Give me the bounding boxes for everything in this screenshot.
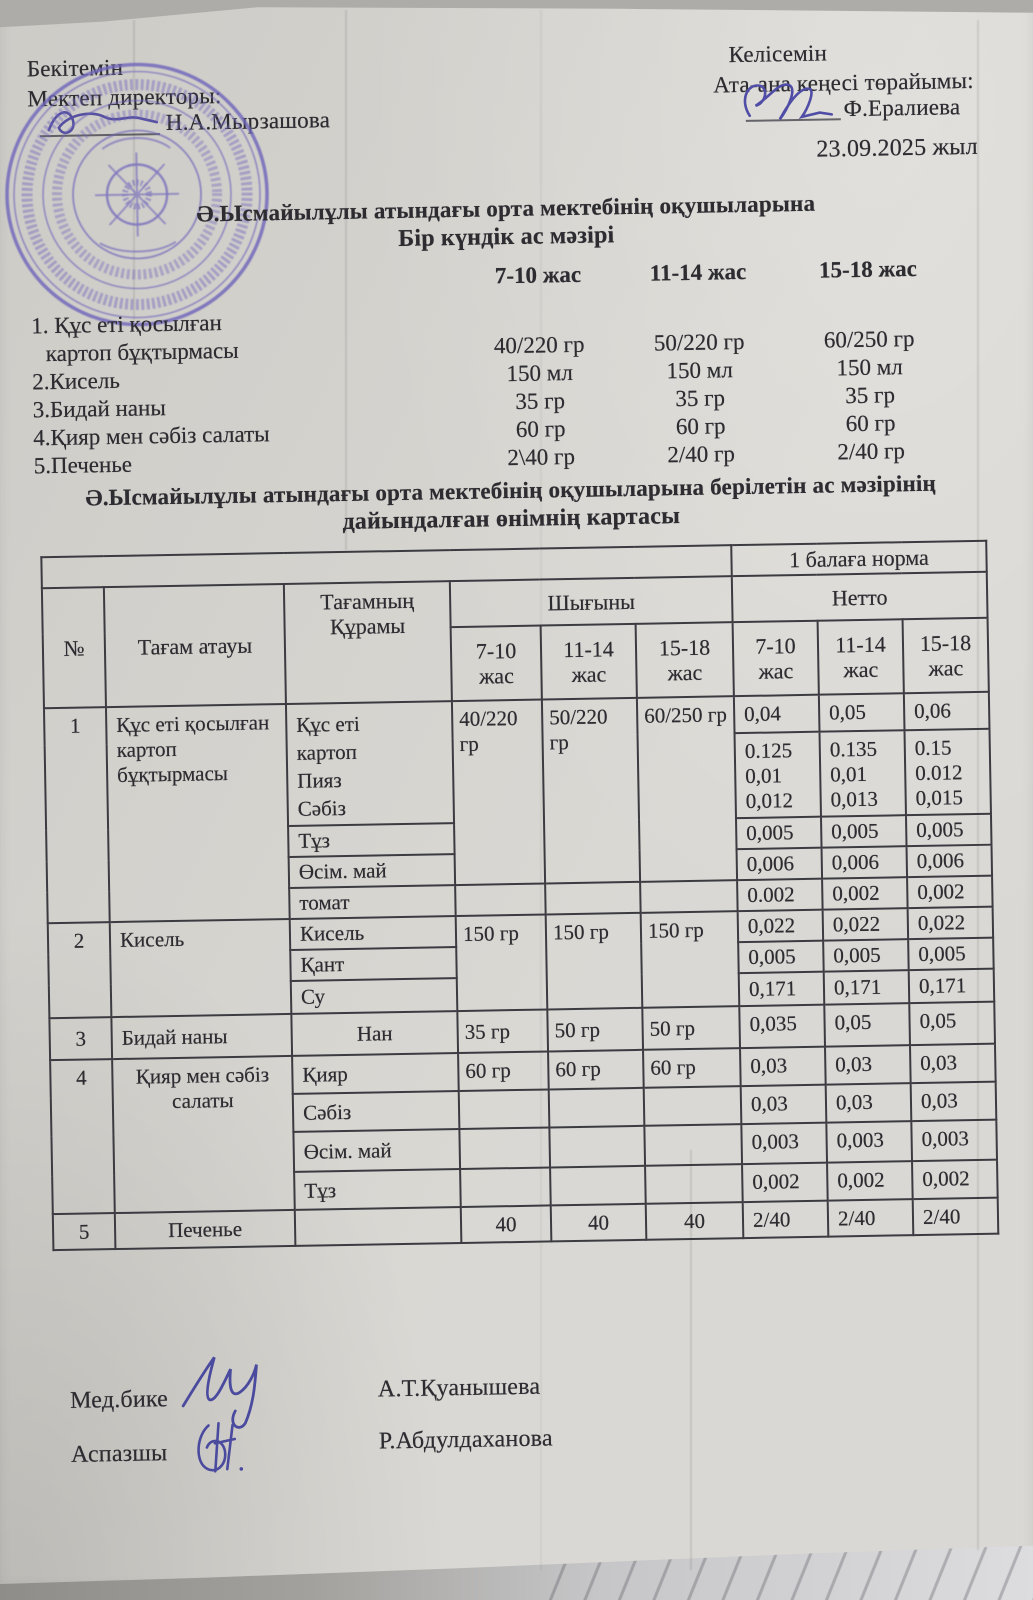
td-d1-n1-2: 0,06 xyxy=(904,692,990,730)
td-d3-out-2: 50 гр xyxy=(642,1006,740,1050)
menu-item-portion: 150 мл xyxy=(666,357,734,384)
col-header-output: Шығыны xyxy=(450,576,733,627)
td-d2-n1-1: 0,022 xyxy=(823,908,909,940)
cook-signature xyxy=(188,1412,269,1483)
td-d1-n4-0: 0,006 xyxy=(737,848,823,880)
card-title-line1: Ә.Ысмайылұлы атындағы орта мектебінің оқушыларына берілетін ас мәзірінің xyxy=(85,470,937,511)
td-d5-n-1: 2/40 xyxy=(828,1199,914,1236)
norm-header-cell: 1 балаға норма xyxy=(731,541,987,576)
td-d3-n-2: 0,05 xyxy=(909,1002,995,1045)
td-d1-n1-0: 0,04 xyxy=(734,695,820,733)
td-d2-n2-1: 0,005 xyxy=(823,939,909,971)
nurse-name: А.Т.Қуанышева xyxy=(377,1373,541,1403)
net-age-11-14: 11-14 жас xyxy=(818,619,904,694)
td-empty xyxy=(295,1207,462,1246)
td-d1-ing-salt: Тұз xyxy=(288,823,455,857)
td-d5-name: Печенье xyxy=(115,1210,296,1249)
card-title-line2: дайындалған өнімнің картасы xyxy=(342,503,681,535)
menu-item-portion: 35 гр xyxy=(845,382,896,409)
td-d2-n1-2: 0,022 xyxy=(908,907,994,939)
td-empty xyxy=(455,884,546,917)
td-d2-n3-1: 0,171 xyxy=(824,970,910,1004)
td-d4-n4-0: 0,002 xyxy=(742,1163,828,1202)
td-d1-n4-2: 0,006 xyxy=(907,845,993,877)
td-d2-n1-0: 0,022 xyxy=(738,910,824,942)
td-d4-n3-1: 0,003 xyxy=(826,1121,912,1162)
menu-item-portion: 60 гр xyxy=(515,416,566,442)
approve-word: Бекітемін xyxy=(26,54,124,82)
td-d5-n-2: 2/40 xyxy=(913,1198,999,1235)
td-d1-n5-2: 0,002 xyxy=(907,876,993,908)
chair-signature xyxy=(735,74,846,132)
col-header-dish: Тағам атауы xyxy=(104,584,286,707)
td-d2-out-2: 150 гр xyxy=(641,911,740,1008)
parent-council-title: Ата-ана кеңесі төрайымы: xyxy=(712,67,974,98)
menu-title-line2: Бір күндік ас мәзірі xyxy=(398,222,615,252)
td-empty xyxy=(459,1127,550,1169)
td-d3-out-0: 35 гр xyxy=(457,1009,548,1053)
td-d4-out-2: 60 гр xyxy=(643,1048,741,1088)
age-header-11-14: 11-14 жас xyxy=(649,258,747,286)
td-d1-out-1: 50/220 гр xyxy=(542,698,640,884)
nurse-label: Мед.бике xyxy=(69,1386,169,1414)
age-header-7-10: 7-10 жас xyxy=(494,261,582,289)
cook-label: Аспазшы xyxy=(70,1440,168,1468)
net-age-7-10: 7-10 жас xyxy=(733,621,819,696)
td-d2-ing-2: Қант xyxy=(290,947,457,981)
td-empty xyxy=(640,880,738,913)
td-d4-n1-0: 0,03 xyxy=(740,1047,826,1086)
td-d1-n3-1: 0,005 xyxy=(821,815,907,847)
menu-item-name: 5.Печенье xyxy=(33,451,133,479)
td-d4-ing-2: Сәбіз xyxy=(293,1091,460,1132)
col-header-no: № xyxy=(42,587,106,708)
td-d1-n5-1: 0,002 xyxy=(822,877,908,909)
td-d4-n4-2: 0,002 xyxy=(912,1160,998,1199)
document-date: 23.09.2025 жыл xyxy=(816,133,979,163)
td-d4-n2-2: 0,03 xyxy=(911,1082,997,1121)
td-d2-name: Кисель xyxy=(110,919,292,1017)
td-d2-n3-2: 0,171 xyxy=(909,969,995,1003)
td-d4-out-1: 60 гр xyxy=(548,1050,644,1090)
td-d2-out-1: 150 гр xyxy=(546,913,643,1010)
td-d2-out-0: 150 гр xyxy=(456,914,548,1011)
td-d4-n1-1: 0,03 xyxy=(825,1045,911,1084)
td-d1-n1-1: 0,05 xyxy=(819,693,905,731)
td-d5-out-2: 40 xyxy=(646,1202,744,1240)
menu-item-name: 4.Қияр мен сәбіз салаты xyxy=(33,421,270,451)
menu-item-name: 1. Құс еті қосылған xyxy=(31,310,223,339)
td-d2-n3-0: 0,171 xyxy=(739,972,825,1006)
td-d3-n-0: 0,035 xyxy=(739,1005,825,1048)
daily-menu xyxy=(30,253,1004,480)
menu-item-portion: 150 мл xyxy=(506,359,574,387)
td-d4-ing-1: Қияр xyxy=(292,1053,459,1094)
menu-item-portion: 35 гр xyxy=(675,385,726,412)
menu-item-portion: 60 гр xyxy=(845,410,896,437)
td-d2-no: 2 xyxy=(48,922,112,1018)
out-age-15-18: 15-18 жас xyxy=(636,622,734,698)
td-d4-n1-2: 0,03 xyxy=(910,1044,996,1083)
col-header-composition: Тағамның Құрамы xyxy=(284,581,452,704)
td-d5-no: 5 xyxy=(53,1213,116,1250)
menu-item-portion: 35 гр xyxy=(515,388,566,414)
td-d4-n4-1: 0,002 xyxy=(827,1161,913,1200)
td-empty xyxy=(460,1167,551,1207)
td-empty xyxy=(549,1088,645,1128)
td-d4-no: 4 xyxy=(50,1059,115,1214)
menu-item-name: 3.Бидай наны xyxy=(32,395,166,423)
agree-word: Келісемін xyxy=(728,40,828,68)
td-d5-n-0: 2/40 xyxy=(743,1201,829,1238)
td-d1-n2-1: 0.135 0,01 0,013 xyxy=(819,730,905,817)
out-age-11-14: 11-14 жас xyxy=(541,624,637,700)
product-card-table xyxy=(40,540,999,1251)
td-d1-n3-0: 0,005 xyxy=(736,817,822,849)
td-d1-no: 1 xyxy=(44,707,110,923)
td-d1-n5-0: 0.002 xyxy=(737,879,823,911)
td-d1-ing-main: Құс еті картоп Пияз Сәбіз xyxy=(286,701,454,826)
td-d4-name: Қияр мен сәбіз салаты xyxy=(112,1056,295,1213)
td-d1-n2-2: 0.15 0.012 0,015 xyxy=(904,728,990,815)
td-d1-out-0: 40/220 гр xyxy=(452,700,545,886)
menu-item-portion: 60/250 гр xyxy=(823,325,915,353)
menu-item-name-line2: картоп бұқтырмасы xyxy=(45,337,239,367)
menu-title-line1: Ә.Ысмайылұлы атындағы орта мектебінің оқушыларына xyxy=(196,190,816,227)
td-empty xyxy=(549,1126,645,1168)
age-header-15-18: 15-18 жас xyxy=(818,255,918,283)
td-d4-ing-3: Өсім. май xyxy=(293,1129,460,1172)
td-d3-no: 3 xyxy=(49,1017,112,1060)
director-title: Мектеп директоры: xyxy=(27,83,222,112)
menu-item-portion: 2/40 гр xyxy=(837,438,906,465)
net-age-15-18: 15-18 жас xyxy=(903,618,989,693)
menu-item-portion: 40/220 гр xyxy=(493,331,585,359)
td-d5-out-1: 40 xyxy=(551,1204,647,1242)
td-d1-ing-tomato: томат xyxy=(289,885,456,919)
td-d2-n2-2: 0,005 xyxy=(908,938,994,970)
menu-item-portion: 2\40 гр xyxy=(507,443,576,471)
td-d1-name: Құс еті қосылған картоп бұқтырмасы xyxy=(106,704,290,922)
td-empty xyxy=(550,1166,646,1206)
director-name: Н.А.Мырзашова xyxy=(165,107,331,136)
cook-name: Р.Абдулдаханова xyxy=(378,1425,553,1455)
td-d5-out-0: 40 xyxy=(461,1205,552,1243)
out-age-7-10: 7-10 жас xyxy=(451,626,542,702)
menu-item-portion: 150 мл xyxy=(836,354,904,381)
menu-item-portion: 60 гр xyxy=(675,413,726,440)
td-d1-n2-0: 0.125 0,01 0,012 xyxy=(735,731,821,818)
td-empty xyxy=(645,1164,743,1204)
td-d1-ing-oil: Өсім. май xyxy=(289,854,456,888)
td-d4-n3-2: 0,003 xyxy=(911,1120,997,1161)
td-d1-n3-2: 0,005 xyxy=(906,814,992,846)
col-header-netto: Нетто xyxy=(732,572,988,622)
td-d2-ing-1: Кисель xyxy=(290,916,457,950)
menu-item-portion: 50/220 гр xyxy=(653,328,745,356)
td-empty xyxy=(545,882,641,915)
td-empty xyxy=(644,1086,742,1126)
td-d2-n2-0: 0,005 xyxy=(738,941,824,973)
td-d2-ing-3: Су xyxy=(291,978,458,1014)
td-d3-name: Бидай наны xyxy=(111,1014,292,1059)
td-d4-out-0: 60 гр xyxy=(458,1051,549,1091)
td-d4-n2-1: 0,03 xyxy=(826,1083,912,1122)
td-d4-n2-0: 0,03 xyxy=(741,1085,827,1124)
chair-name: Ф.Ералиева xyxy=(843,94,961,122)
td-d1-n4-1: 0,006 xyxy=(822,846,908,878)
td-d3-ing: Нан xyxy=(291,1011,458,1056)
td-d3-out-1: 50 гр xyxy=(547,1008,643,1052)
td-d1-out-2: 60/250 гр xyxy=(637,696,737,882)
td-d4-ing-4: Тұз xyxy=(294,1169,461,1210)
td-d3-n-1: 0,05 xyxy=(824,1003,910,1046)
td-empty xyxy=(459,1089,550,1129)
menu-item-name: 2.Кисель xyxy=(32,367,121,395)
menu-item-portion: 2/40 гр xyxy=(667,441,736,468)
td-empty xyxy=(644,1124,742,1166)
td-d4-n3-0: 0,003 xyxy=(741,1123,827,1164)
